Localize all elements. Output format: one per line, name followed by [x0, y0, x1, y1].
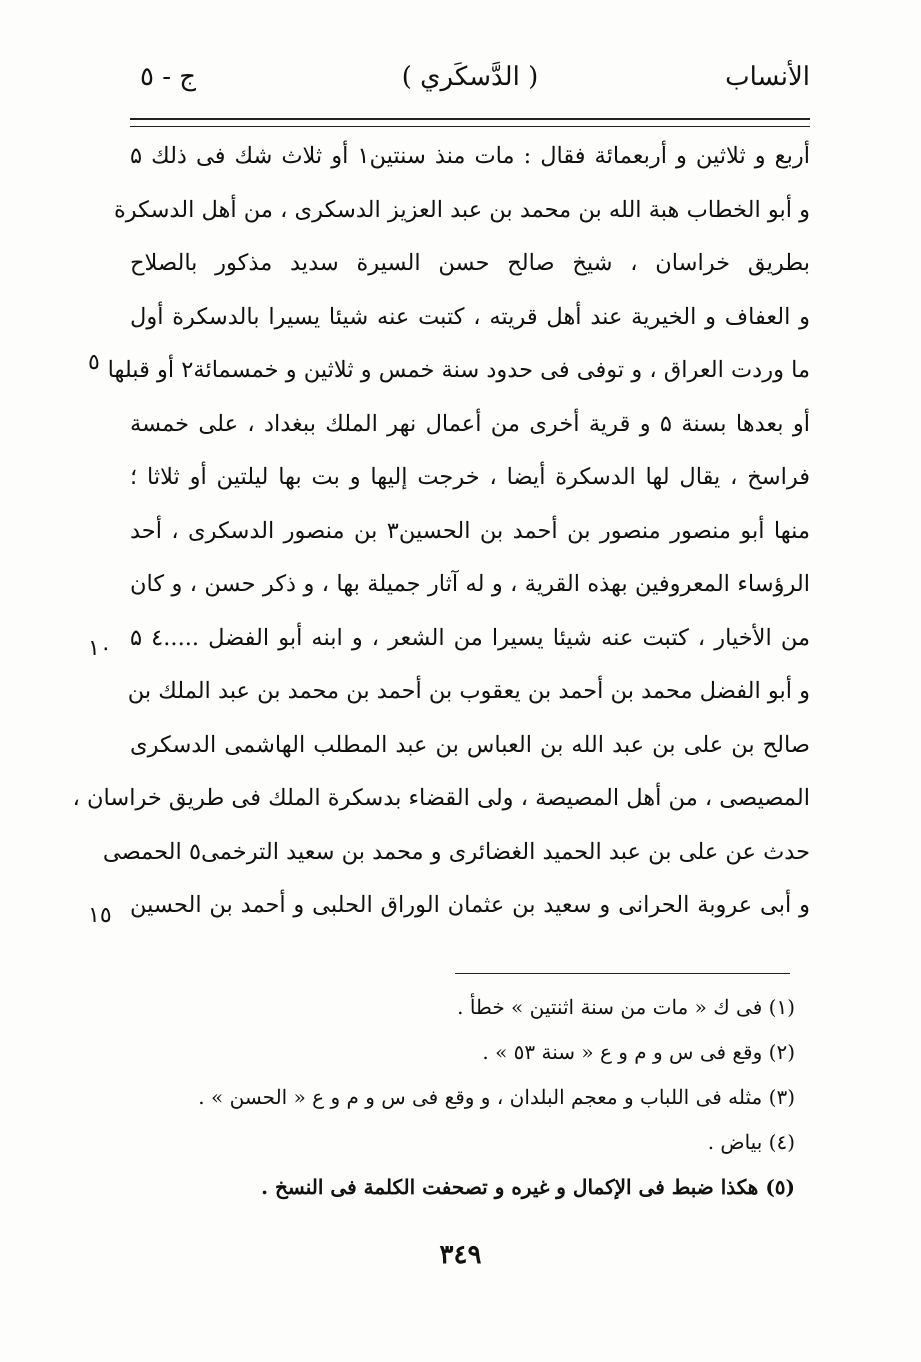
text-line: و العفاف و الخيرية عند أهل قريته ، كتبت عنه شيئا يسيرا بالدسكرة أول [130, 303, 810, 330]
volume-label: ج - ٥ [140, 62, 197, 92]
line-number-5: ٥ [88, 350, 100, 375]
text-line: و أبو الفضل محمد بن أحمد بن يعقوب بن أحمد بن محمد بن عبد الملك بن [127, 678, 810, 704]
text-line: ما وردت العراق ، و توفى فى حدود سنة خمس و ثلاثين و خمسمائة٢ أو قبلها [107, 357, 810, 383]
text-line: المصيصى ، من أهل المصيصة ، ولى القضاء بدسكرة الملك فى طريق خراسان ، [72, 785, 810, 811]
footnote-1: (١) فى ك « مات من سنة اثنتين » خطأ . [457, 995, 795, 1019]
text-line: أو بعدها بسنة ۵ و قرية أخرى من أعمال نهر الملك ببغداد ، على خمسة [130, 410, 810, 437]
text-line: فراسخ ، يقال لها الدسكرة أيضا ، خرجت إليها و بت بها ليلتين أو ثلاثا ؛ [130, 464, 810, 490]
footnote-2: (٢) وقع فى س و م و ع « سنة ٥٣ » . [482, 1040, 795, 1064]
line-number-15: ١٥ [88, 903, 112, 928]
text-line: صالح بن على بن عبد الله بن العباس بن عبد المطلب الهاشمى الدسكرى [130, 731, 810, 758]
footnotes [130, 985, 795, 1210]
text-line: حدث عن على بن عبد الحميد الغضائرى و محمد بن سعيد الترخمى٥ الحمصى [102, 838, 810, 865]
text-line: من الأخيار ، كتبت عنه شيئا يسيرا من الشعر ، و ابنه أبو الفضل .....٤ ۵ [130, 624, 810, 651]
entry-title: ( الدَّسكَري ) [401, 62, 539, 92]
text-line: و أبو الخطاب هبة الله بن محمد بن عبد العزيز الدسكرى ، من أهل الدسكرة [113, 196, 810, 223]
text-line: بطريق خراسان ، شيخ صالح حسن السيرة سديد مذكور بالصلاح [130, 250, 810, 276]
text-line: أربع و ثلاثين و أربعمائة فقال : مات منذ سنتين١ أو ثلاث شك فى ذلك ۵ [130, 143, 810, 169]
text-line: و أبى عروبة الحرانى و سعيد بن عثمان الوراق الحلبى و أحمد بن الحسين [130, 892, 810, 918]
footnote-5: (٥) هكذا ضبط فى الإكمال و غيره و تصحفت الكلمة فى النسخ . [261, 1175, 795, 1199]
header-rule [130, 118, 810, 127]
text-line: الرؤساء المعروفين بهذه القرية ، و له آثار جميلة بها ، و ذكر حسن ، و كان [130, 571, 810, 597]
text-line: منها أبو منصور منصور بن أحمد بن الحسين٣ بن منصور الدسكرى ، أحد [130, 517, 810, 544]
footnote-4: (٤) بياض . [707, 1130, 795, 1154]
running-header [130, 62, 810, 102]
footnote-rule [455, 973, 790, 974]
footnote-3: (٣) مثله فى اللباب و معجم البلدان ، و وقع فى س و م و ع « الحسن » . [198, 1085, 795, 1109]
book-title: الأنساب [725, 62, 810, 92]
page-number: ٣٤٩ [439, 1240, 482, 1270]
line-number-10: ١٠ [88, 636, 112, 661]
